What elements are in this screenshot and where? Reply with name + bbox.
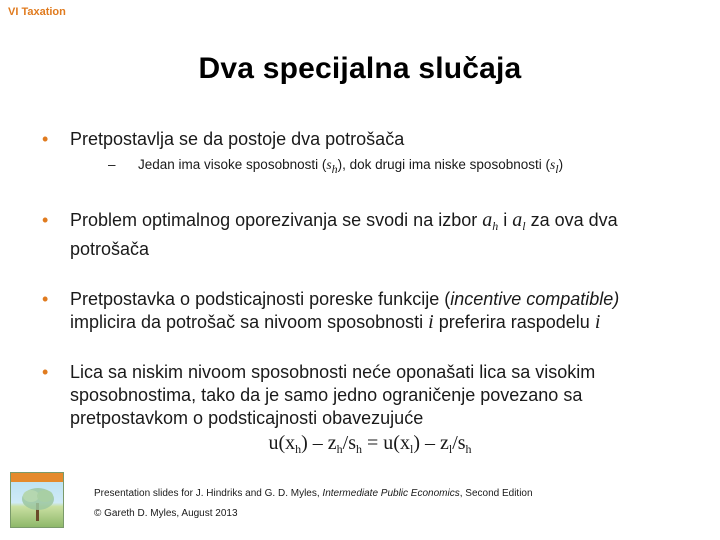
bullet-list <box>30 128 690 461</box>
eq-sub: l <box>448 442 453 456</box>
tree-icon <box>11 483 64 528</box>
bullet-3-text-mid: implicira da potrošač sa nivoom sposobnosti <box>70 312 429 332</box>
bullet-dot-icon: • <box>42 210 49 230</box>
footer <box>94 488 533 519</box>
dash-icon: – <box>108 157 116 172</box>
bullet-4-text: Lica sa niskim nivoom sposobnosti neće oponašati lica sa visokim sposobnostima, tako da je samo jedno ograničenje povezano sa pretpostavkom o podsticajnosti obavezujuće <box>70 362 596 428</box>
var-i: i <box>594 311 601 333</box>
ic-constraint-equation <box>70 432 690 461</box>
bullet-item-1 <box>30 128 690 179</box>
footer-book-title: Intermediate Public Economics <box>322 488 460 499</box>
bullet-item-3 <box>30 288 690 334</box>
sub-bullet-text-mid: ), dok drugi ima niske sposobnosti ( <box>337 157 550 172</box>
bullet-3-text-mid2: preferira raspodelu <box>433 312 595 332</box>
bullet-3-italic: incentive compatible) <box>450 289 620 309</box>
var-a: a <box>482 209 493 231</box>
footer-credit <box>94 488 533 499</box>
bullet-2-text-start: Problem optimalnog oporezivanja se svodi na izbor <box>70 210 483 230</box>
bullet-item-4 <box>30 361 690 461</box>
var-sub-h: h <box>492 219 499 233</box>
footer-credit-prefix: Presentation slides for J. Hindriks and G. D. Myles, <box>94 488 323 499</box>
eq-part: /s <box>452 432 466 454</box>
book-cover-band <box>11 473 63 482</box>
var-sub-h: h <box>331 162 338 176</box>
eq-part: = u(x <box>362 432 410 454</box>
eq-sub: h <box>295 442 302 456</box>
eq-part: u(x <box>268 432 296 454</box>
var-s: s <box>549 157 556 172</box>
bullet-dot-icon: • <box>42 289 49 309</box>
sub-bullet-text-end: ) <box>558 157 564 172</box>
footer-copyright: © Gareth D. Myles, August 2013 <box>94 508 238 519</box>
bullet-1-text: Pretpostavlja se da postoje dva potrošača <box>70 129 405 149</box>
bullet-3-text-start: Pretpostavka o podsticajnosti poreske funkcije ( <box>70 289 451 309</box>
var-sub-l: l <box>555 162 559 176</box>
eq-sub: l <box>409 442 414 456</box>
section-label: VI Taxation <box>8 6 66 18</box>
bullet-dot-icon: • <box>42 362 49 382</box>
sub-bullet-text-start: Jedan ima visoke sposobnosti ( <box>138 157 327 172</box>
eq-sub: h <box>336 442 343 456</box>
sub-bullet-1 <box>70 155 690 179</box>
bullet-dot-icon: • <box>42 129 49 149</box>
var-sub-l: l <box>522 219 526 233</box>
eq-sub: h <box>356 442 363 456</box>
book-cover-image <box>10 472 64 528</box>
bullet-item-2 <box>30 209 690 261</box>
eq-part: /s <box>342 432 357 454</box>
var-s: s <box>326 157 332 172</box>
var-i: i <box>428 311 434 333</box>
eq-part: ) – z <box>301 432 337 454</box>
bullet-2-text-end: za ova dva potrošača <box>70 210 618 259</box>
footer-credit-suffix: , Second Edition <box>459 488 533 499</box>
var-a: a <box>512 209 523 231</box>
eq-part: ) – z <box>413 432 449 454</box>
bullet-2-text-mid: i <box>498 210 513 230</box>
slide-title: Dva specijalna slučaja <box>198 52 522 85</box>
eq-sub: h <box>465 442 472 456</box>
